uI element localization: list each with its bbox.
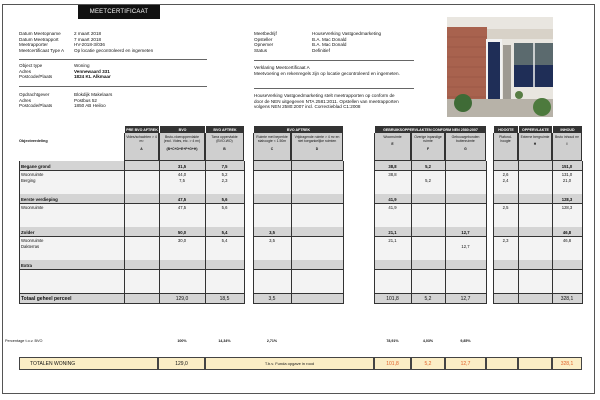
client-label: Postcode/Plaats — [19, 103, 53, 109]
column-header — [205, 133, 244, 161]
column-code: H — [533, 142, 537, 147]
company-value: B.A. Mac Donald — [312, 36, 347, 42]
column-code: G — [464, 146, 467, 151]
column-header — [552, 133, 582, 161]
row-value: 41,9 — [388, 205, 397, 210]
total-bar — [19, 293, 582, 304]
column-line — [124, 161, 125, 304]
total-value: 18,5 — [219, 295, 230, 302]
section-bar — [19, 194, 582, 204]
column-desc: Bruto-vloeroppervlakte (excl. Vides, etc. > 4 m²) — [163, 135, 201, 144]
column-line — [493, 161, 494, 304]
column-desc: Vides/schachten > 4 m² — [126, 135, 157, 144]
info-label: Meetrapporter — [19, 42, 48, 48]
row-value: 47,5 — [177, 205, 187, 210]
section-name: Extra — [21, 262, 32, 268]
object-label: Object type — [19, 63, 43, 68]
divider — [254, 88, 414, 89]
info-label: Datum Meetopname — [19, 31, 61, 36]
group-header: HOOGTE — [493, 126, 518, 133]
totalen-note-cell — [205, 357, 374, 370]
totalen-value: 328,1 — [560, 360, 574, 367]
total-value: 328,1 — [560, 295, 574, 302]
row-value: 5,2 — [425, 178, 431, 183]
object-column-label: Objectverdeling — [19, 139, 48, 143]
row-value: 131,0 — [561, 172, 573, 177]
company-value: Definitief — [312, 48, 330, 54]
client-info — [19, 92, 112, 109]
percentage-value: 2,71% — [266, 339, 278, 343]
total-value: 129,0 — [175, 295, 189, 302]
column-desc: Ruimte met beperkte stahoogte < 1.50m — [256, 135, 288, 144]
block-gap — [344, 126, 374, 305]
group-header: GEBRUIKSOPPERVLAKTEN CONFORM NEN 2580:2007 — [374, 126, 486, 133]
page-title: MEETCERTIFICAAT — [78, 5, 160, 19]
row-value: 2,4 — [502, 178, 509, 183]
totalen-value-cell — [374, 357, 411, 370]
section-total: 50,0 — [177, 229, 187, 235]
group-header: INHOUD — [552, 126, 582, 133]
row-name: Woonruimte — [21, 172, 44, 177]
measurement-info — [19, 31, 153, 54]
section-total: 46,8 — [562, 229, 572, 235]
group-header: BVO AFTREK — [205, 126, 244, 133]
column-code: D — [315, 146, 319, 151]
column-line — [411, 161, 412, 304]
row-name: Berging — [21, 178, 36, 183]
row-name: Dakterras — [21, 244, 40, 249]
percentage-value: 78,91% — [386, 339, 399, 343]
section-total: 151,0 — [561, 163, 573, 169]
group-header: OPPERVLAKTE — [518, 126, 552, 133]
row-value: 38,8 — [388, 172, 397, 177]
column-desc: Woonruimte — [383, 135, 402, 139]
total-value: 5,2 — [424, 295, 432, 302]
section-total: 38,8 — [388, 163, 397, 169]
object-label: Adres — [19, 68, 32, 74]
group-header: BVO AFTREK — [253, 126, 343, 133]
section-total: 12,7 — [461, 229, 470, 235]
section-body — [19, 270, 582, 293]
statement-line: volgens NEN 2580:2007 incl. Correctieblad C1:2008 — [254, 104, 361, 110]
total-label: Totaal geheel perceel — [21, 295, 72, 302]
column-desc: Gebouwgebonden buitenruimte — [451, 135, 480, 144]
row-value: 5,2 — [221, 172, 228, 177]
block-gap — [487, 126, 493, 305]
column-line — [291, 161, 292, 304]
row-value: 7,5 — [179, 178, 185, 183]
section-name: Begane grond — [21, 163, 51, 169]
divider — [19, 86, 207, 87]
column-header — [411, 133, 445, 161]
column-header — [493, 133, 518, 161]
row-value: 21,1 — [388, 238, 397, 243]
totalen-bvo: 129,0 — [175, 360, 188, 367]
total-value: 12,7 — [460, 295, 471, 302]
object-value: 1824 KL Alkmaar — [74, 74, 111, 80]
group-header: BVO — [159, 126, 205, 133]
column-desc: Bruto inhoud m³ — [554, 135, 580, 139]
section-total: 31,5 — [177, 163, 187, 169]
client-value: Blokdijk Makelaars — [74, 92, 113, 97]
column-header — [445, 133, 486, 161]
percentage-value: 100% — [177, 339, 187, 343]
house-photo-image — [447, 17, 553, 117]
totalen-value-cell — [486, 357, 518, 370]
section-bar — [19, 227, 582, 237]
section-total: 5,4 — [221, 229, 228, 235]
column-header — [253, 133, 291, 161]
client-value: 1850 AB Heiloo — [74, 103, 106, 109]
column-header — [374, 133, 411, 161]
statement-line: HouseVerking Vastgoedmarketing stelt meetrapporten op conform de — [254, 93, 395, 98]
row-value: 3,5 — [269, 238, 275, 243]
block-gap — [245, 126, 253, 305]
column-code: C — [270, 146, 274, 151]
percentage-value: 14,34% — [218, 339, 231, 343]
column-line — [374, 161, 375, 304]
row-value: 2,3 — [221, 178, 228, 183]
column-line — [552, 161, 553, 304]
section-total: 21,1 — [388, 229, 397, 235]
info-value: 7 maart 2018 — [74, 36, 102, 42]
column-line — [518, 161, 519, 304]
object-info — [19, 63, 111, 80]
column-desc: Tarra oppervlakte (BVO-WO) — [211, 135, 238, 144]
row-value: 2,3 — [502, 238, 509, 243]
column-desc: Plafond-hoogte — [499, 135, 512, 144]
total-value: 101,8 — [386, 295, 399, 302]
divider — [19, 59, 207, 60]
object-value: Woning — [74, 63, 90, 68]
row-value: 12,7 — [461, 244, 470, 249]
company-value: B.A. Mac Donald — [312, 42, 347, 48]
column-header — [291, 133, 343, 161]
section-total: 47,5 — [177, 196, 187, 202]
row-value: 2,5 — [502, 205, 509, 210]
section-total: 5,2 — [425, 163, 431, 169]
column-header — [518, 133, 552, 161]
row-name: Woonruimte — [21, 238, 44, 243]
company-label: Opnemer — [254, 42, 274, 48]
totalen-note: T.b.v. Funda opgave in rood — [264, 361, 315, 366]
column-code: B — [223, 146, 226, 151]
column-line — [19, 161, 20, 304]
company-value: HouseVerking Vastgoedmarketing — [312, 31, 382, 36]
explanation — [254, 65, 400, 76]
column-line — [205, 161, 206, 304]
client-label: Adres — [19, 97, 32, 103]
column-desc: Vrijdragende ruimte > 4 m² en niet toegankelijke ruimten — [294, 135, 340, 144]
section-name: Zolder — [21, 229, 35, 235]
company-label: Status — [254, 48, 268, 54]
info-value: 2 maart 2018 — [74, 31, 102, 36]
column-code: A — [140, 146, 143, 151]
client-value: Postbus 52 — [74, 97, 97, 103]
row-value: 46,8 — [562, 238, 572, 243]
column-desc: Overige inpandige ruimte — [414, 135, 442, 144]
totalen-bvo-cell — [158, 357, 205, 370]
statement-line: door de NEN uitgegeven NTA 2581:2011. Opstellen van meetrapporten — [254, 98, 399, 104]
totalen-value: 5,2 — [424, 360, 432, 367]
column-header — [124, 133, 159, 161]
column-desc: Externe bergruimte — [520, 135, 550, 139]
row-value: 128,3 — [561, 205, 573, 210]
percentage-value: 4,03% — [422, 339, 434, 343]
total-value: 3,5 — [268, 295, 276, 302]
row-value: 2,6 — [502, 172, 509, 177]
column-code: F — [426, 146, 430, 151]
totalen-value: 101,8 — [386, 360, 399, 367]
company-label: Meetbedrijf — [254, 31, 277, 36]
section-total: 5,6 — [221, 196, 228, 202]
percentage-value: 9,85% — [460, 339, 471, 343]
client-label: Opdrachtgever — [19, 92, 50, 97]
row-value: 44,0 — [177, 172, 187, 177]
row-value: 5,4 — [221, 238, 228, 243]
column-line — [582, 161, 583, 304]
explanation-title: Verklaring Meetcertificaat A — [254, 65, 310, 70]
section-bar — [19, 260, 582, 270]
object-label: Postcode/Plaats — [19, 74, 53, 80]
divider — [254, 60, 414, 61]
totalen-label: TOTALEN WONING — [30, 360, 76, 367]
explanation-text: Meetvoering en rekenregels zijn op locatie gecontroleerd en ingemeten. — [254, 70, 400, 76]
group-header: PRE BVO AFTREK — [124, 126, 159, 133]
totalen-value-cell — [445, 357, 486, 370]
totalen-value-cell — [411, 357, 445, 370]
totalen-value: 12,7 — [460, 360, 471, 367]
column-code: E — [391, 142, 394, 147]
column-header — [159, 133, 205, 161]
info-value: HV-2018-3/036 — [74, 42, 105, 48]
row-value: 5,6 — [221, 205, 228, 210]
nen-statement — [254, 93, 399, 110]
info-value: Op locatie gecontroleerd en ingemeten — [74, 48, 154, 54]
totalen-value-cell — [552, 357, 582, 370]
company-label: Opsteller — [254, 36, 273, 42]
section-total: 41,9 — [388, 196, 397, 202]
row-value: 21,0 — [562, 178, 572, 183]
totalen-label-cell — [19, 357, 158, 370]
company-info — [254, 31, 381, 54]
column-line — [445, 161, 446, 304]
column-line — [159, 161, 160, 304]
object-value: Vennewaard 331 — [74, 68, 110, 74]
column-line — [253, 161, 254, 304]
percentage-label: Percentage t.o.v. BVO — [5, 339, 43, 343]
info-label: Datum Meetrapport — [19, 36, 59, 42]
section-total: 7,5 — [221, 163, 228, 169]
section-bar — [19, 161, 582, 171]
section-total: 3,5 — [269, 229, 275, 235]
column-code: (B+C+D+E+F+G+H) — [166, 146, 198, 151]
certificate-page — [2, 4, 595, 394]
section-name: Eerste verdieping — [21, 196, 58, 202]
row-name: Woonruimte — [21, 205, 44, 210]
column-code: I — [566, 142, 568, 147]
house-photo — [447, 17, 553, 117]
info-label: Meetcertificaat Type A — [19, 48, 65, 54]
row-value: 30,0 — [177, 238, 187, 243]
totalen-value-cell — [518, 357, 552, 370]
section-total: 128,3 — [561, 196, 573, 202]
